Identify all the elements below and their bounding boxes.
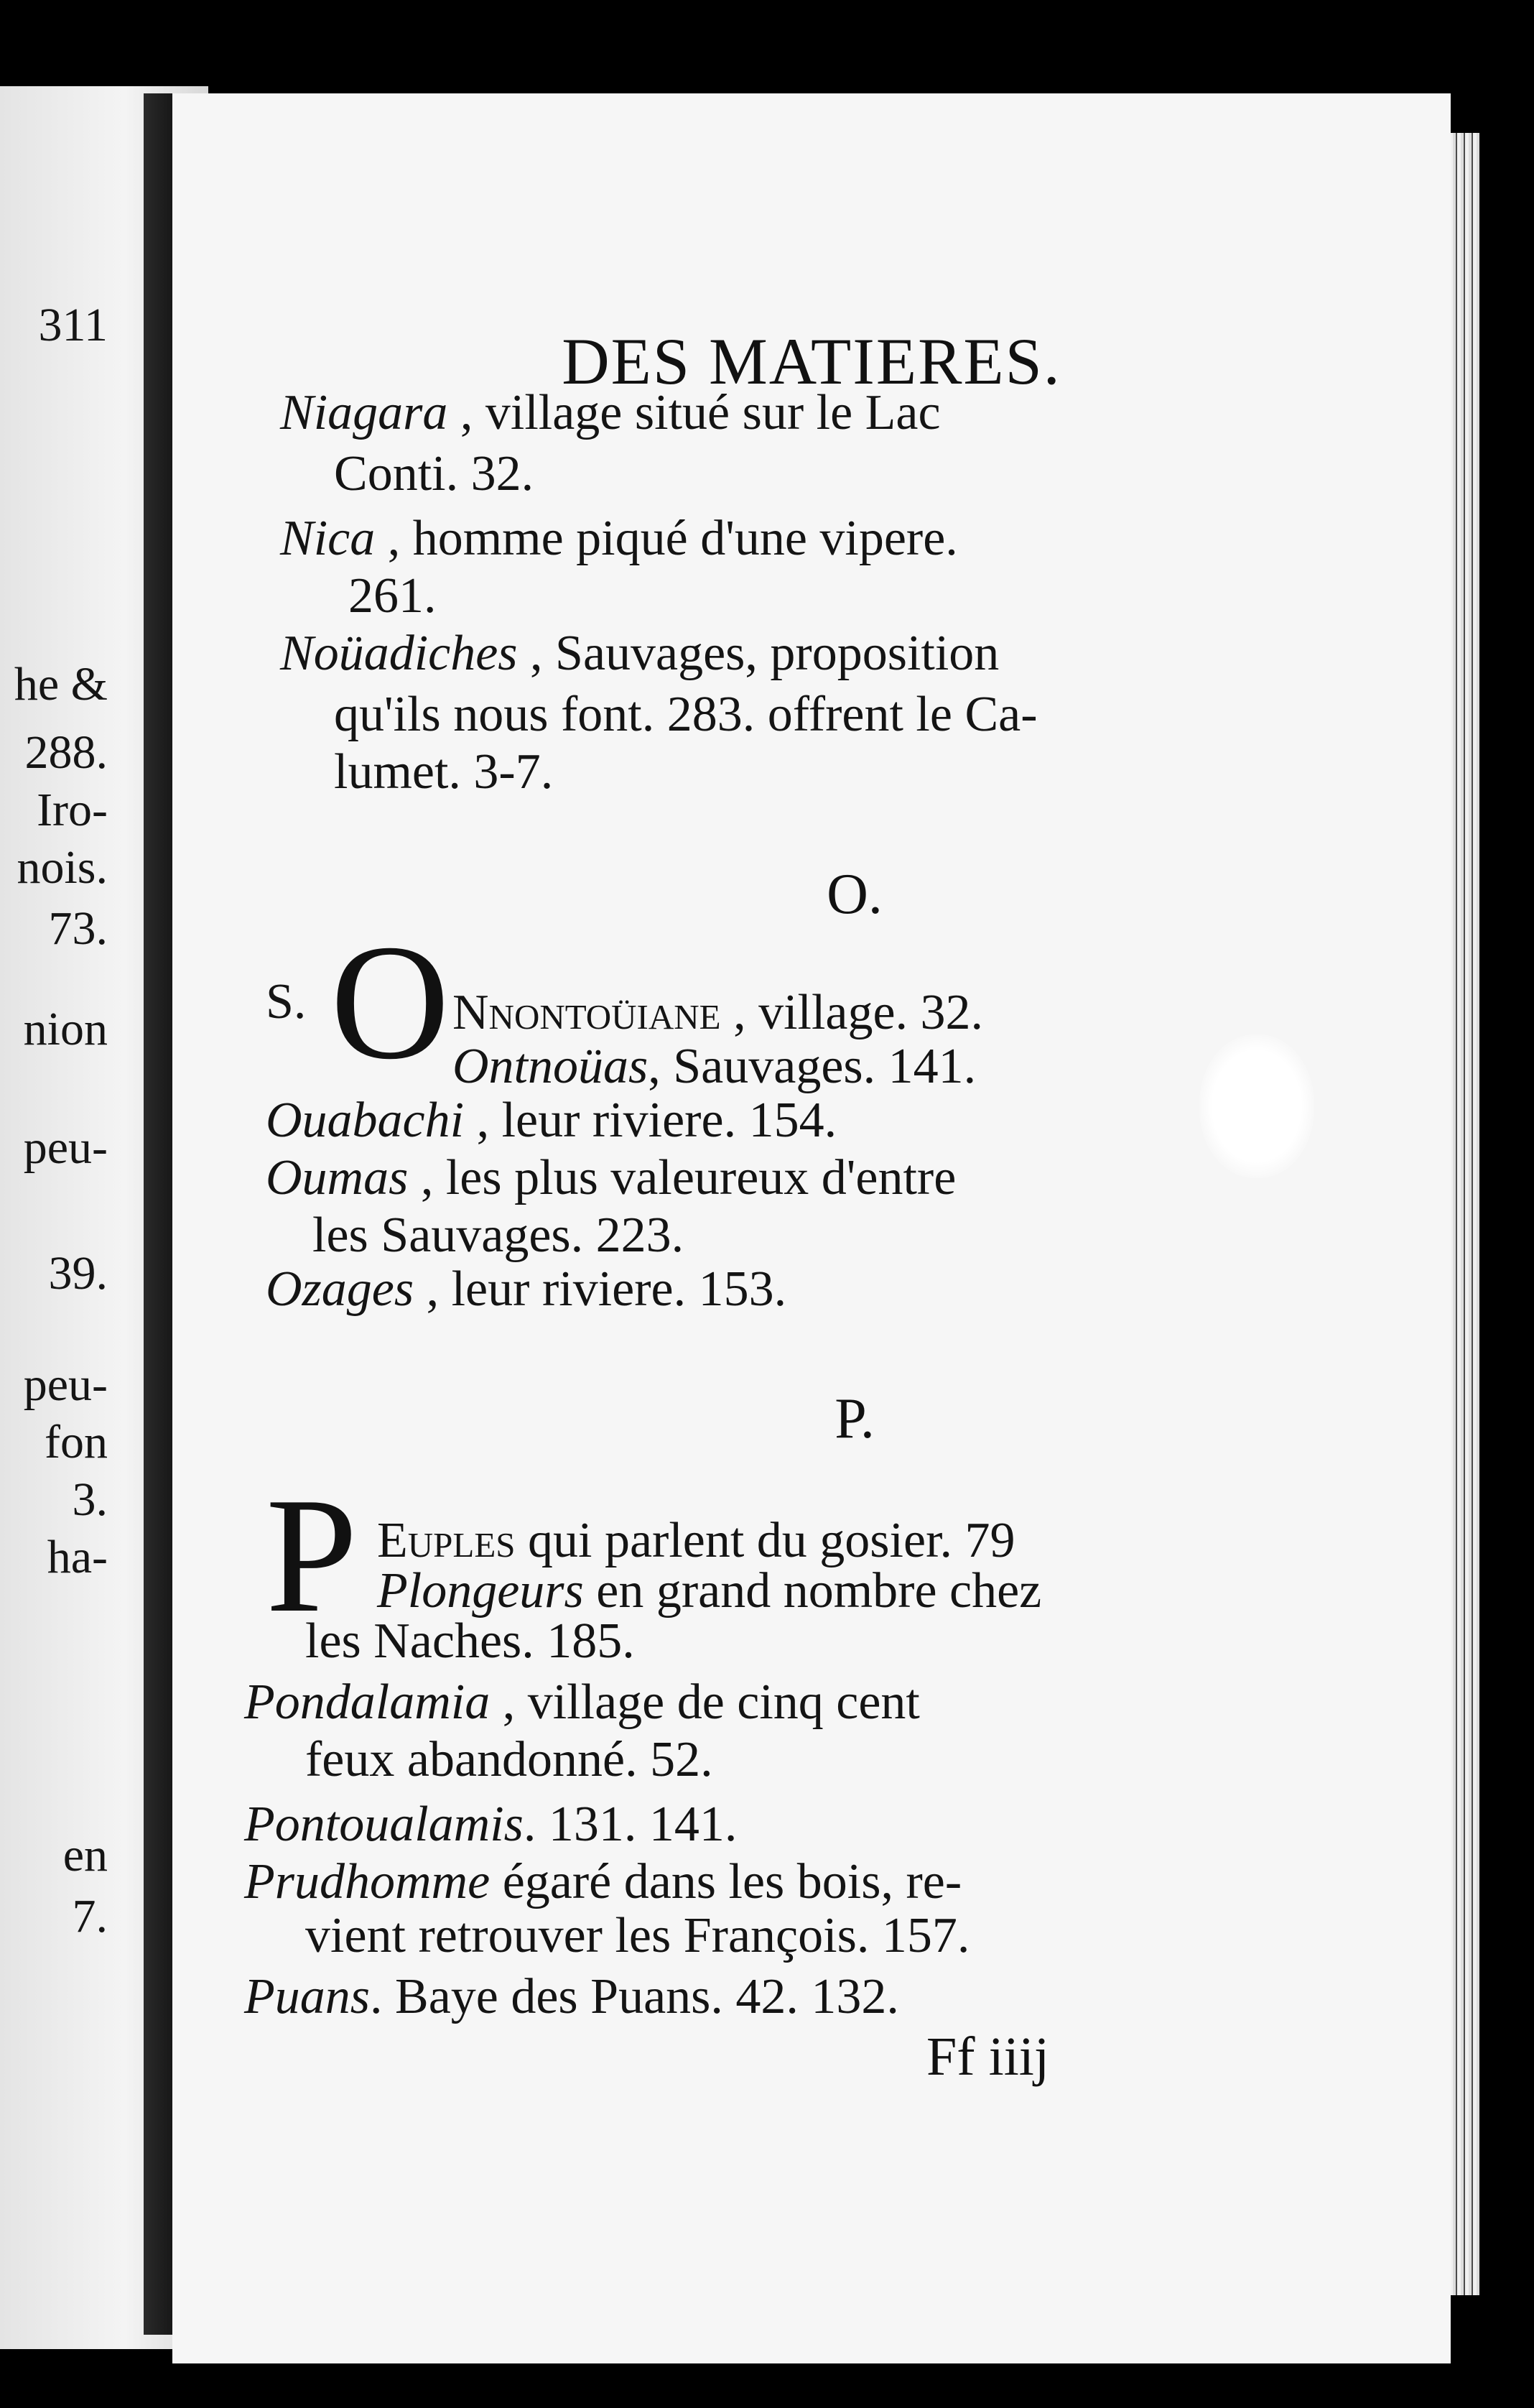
entry-text: , homme piqué d'une vipere. [375,511,958,566]
entry-headword: Pontoualamis [244,1797,524,1852]
index-entry [244,1677,920,1728]
index-entry [280,626,1000,681]
entry-headword: Ozages [266,1261,414,1317]
drop-capital-p: P [266,1463,358,1647]
entry-text: , village situé sur le Lac [447,385,941,440]
entry-headword: Euples [377,1513,516,1568]
entry-headword: Niagara [280,385,448,440]
index-entry [266,1261,787,1317]
entry-headword: Nnontoüiane [452,985,721,1040]
entry-text: égaré dans les bois, re- [490,1854,962,1909]
entry-continuation: 261. [348,568,437,624]
entry-text: . Baye des Puans. 42. 132. [370,1969,899,2024]
entry-text: qui parlent du gosier. 79 [515,1513,1015,1568]
previous-page-fragment: peu- [23,1121,108,1174]
previous-page-fragment: 311 [38,299,108,351]
index-page [172,93,1451,2363]
signature-mark: Ff iiij [926,2027,1050,2087]
entry-text: , village. 32. [720,985,984,1040]
entry-continuation: lumet. 3-7. [334,744,554,800]
index-entry [377,1563,1042,1619]
index-entry [377,1513,1015,1568]
entry-text: , leur riviere. 154. [464,1093,837,1148]
previous-page-fragment: 3. [72,1473,108,1526]
entry-text: , Sauvages. 141. [648,1039,977,1094]
index-entry [280,385,941,440]
entry-continuation: les Naches. 185. [305,1613,635,1669]
entry-continuation: vient retrouver les François. 157. [305,1908,970,1963]
entry-headword: Pondalamia [244,1675,491,1730]
entry-headword: Ouabachi [266,1093,465,1148]
index-entry [266,1150,957,1205]
entry-headword: Puans [244,1969,370,2024]
entry-continuation: feux abandonné. 52. [305,1732,713,1787]
section-marker: S. [266,974,307,1029]
previous-page-fragment: nion [23,1003,108,1055]
entry-text: , village de cinq cent [490,1675,920,1730]
entry-headword: Noüadiches [280,626,518,681]
index-entry [280,511,958,566]
entry-text: . 131. 141. [523,1797,738,1852]
index-entry [452,985,984,1040]
entry-continuation: les Sauvages. 223. [312,1208,684,1263]
entry-text: , leur riviere. 153. [414,1261,787,1317]
section-letter-o: O. [827,863,883,926]
previous-page-fragment: ha- [47,1531,108,1583]
running-head: DES MATIERES. [562,325,1061,398]
previous-page-fragment: Iro- [37,784,108,836]
paper-stain [1199,1034,1314,1178]
previous-page-fragment: 288. [24,726,108,779]
section-letter-p: P. [835,1387,875,1450]
previous-page-fragment: fon [45,1416,108,1468]
entry-headword: Nica [280,511,376,566]
entry-text: , Sauvages, proposition [517,626,1000,681]
entry-continuation: Conti. 32. [334,446,534,501]
previous-page-fragment: he & [14,658,108,710]
previous-page-fragment: 7. [72,1890,108,1942]
entry-continuation: qu'ils nous font. 283. offrent le Ca- [334,687,1038,742]
entry-text: en grand nombre chez [583,1563,1042,1619]
index-entry [244,1797,738,1852]
drop-capital-o: O [330,910,450,1093]
entry-headword: Prudhomme [244,1854,491,1909]
index-entry [244,1854,962,1909]
entry-headword: Oumas [266,1150,409,1205]
entry-headword: Ontnoüas [452,1039,649,1094]
entry-text: , les plus valeureux d'entre [408,1150,957,1205]
index-entry [452,1039,977,1094]
index-entry [266,1093,837,1148]
previous-page-fragment: 39. [48,1247,108,1300]
previous-page-fragment: en [62,1829,108,1881]
index-entry [244,1969,899,2024]
previous-page-fragment: 73. [48,902,108,955]
previous-page-fragment: nois. [17,841,108,894]
previous-page-fragment: peu- [23,1358,108,1411]
entry-headword: Plongeurs [377,1563,584,1619]
